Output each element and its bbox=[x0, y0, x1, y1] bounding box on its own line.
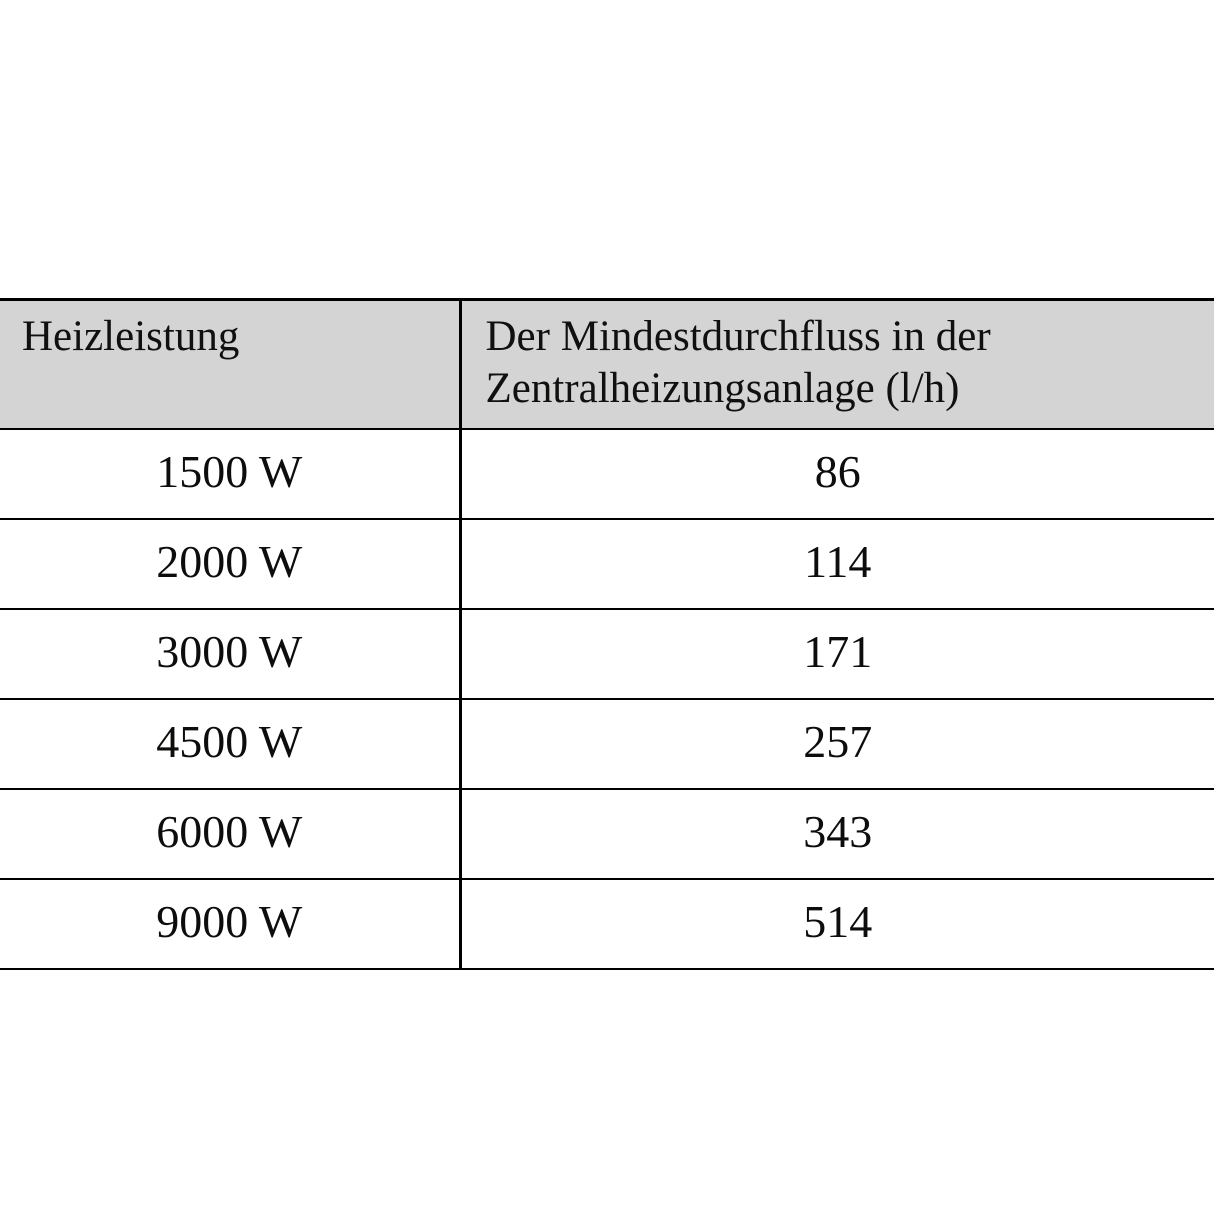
table-row bbox=[0, 789, 1214, 879]
cell-heating-power: 2000 W bbox=[0, 519, 460, 609]
cell-minimum-flow: 171 bbox=[460, 609, 1214, 699]
table-row bbox=[0, 429, 1214, 519]
cell-heating-power: 6000 W bbox=[0, 789, 460, 879]
column-header-heating-power: Heizleistung bbox=[0, 300, 460, 429]
column-header-minimum-flow: Der Mindestdurchfluss in der Zentralheizungsanlage (l/h) bbox=[460, 300, 1214, 429]
table-row bbox=[0, 879, 1214, 969]
table-body bbox=[0, 429, 1214, 969]
table-header bbox=[0, 300, 1214, 429]
table-row bbox=[0, 699, 1214, 789]
cell-heating-power: 1500 W bbox=[0, 429, 460, 519]
table-row bbox=[0, 519, 1214, 609]
cell-heating-power: 4500 W bbox=[0, 699, 460, 789]
table-row bbox=[0, 609, 1214, 699]
cell-minimum-flow: 114 bbox=[460, 519, 1214, 609]
table-header-row bbox=[0, 300, 1214, 429]
cell-minimum-flow: 514 bbox=[460, 879, 1214, 969]
table-container bbox=[0, 298, 1214, 970]
heating-flow-table bbox=[0, 298, 1214, 970]
cell-heating-power: 3000 W bbox=[0, 609, 460, 699]
cell-minimum-flow: 257 bbox=[460, 699, 1214, 789]
cell-minimum-flow: 86 bbox=[460, 429, 1214, 519]
cell-heating-power: 9000 W bbox=[0, 879, 460, 969]
cell-minimum-flow: 343 bbox=[460, 789, 1214, 879]
